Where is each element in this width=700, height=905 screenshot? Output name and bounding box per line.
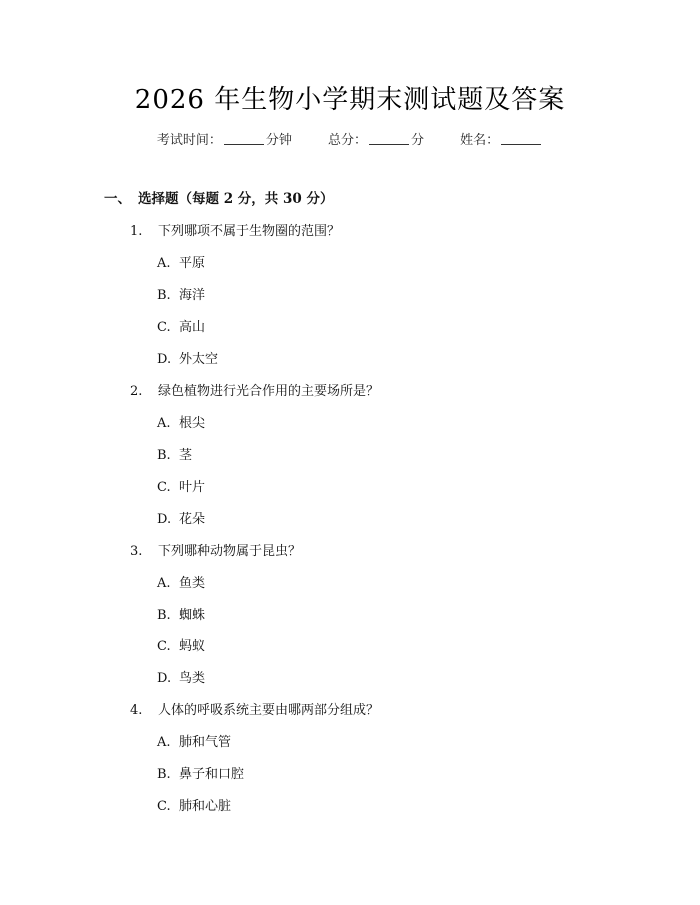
option-letter: A. xyxy=(157,416,171,431)
option-text: 平原 xyxy=(179,256,206,271)
question-text: 绿色植物进行光合作用的主要场所是？ xyxy=(158,384,380,399)
exam-time-blank xyxy=(224,130,264,145)
option-text: 花朵 xyxy=(179,512,206,527)
option-text: 叶片 xyxy=(179,480,206,495)
question-item xyxy=(130,700,379,722)
option-text: 根尖 xyxy=(179,416,206,431)
exam-time-unit: 分钟 xyxy=(265,133,292,148)
option-item xyxy=(157,605,205,627)
option-item xyxy=(157,573,205,595)
question-item xyxy=(130,541,301,563)
option-item xyxy=(157,477,205,499)
option-letter: C. xyxy=(157,799,171,814)
option-item xyxy=(157,317,205,339)
option-text: 茎 xyxy=(179,448,193,463)
question-text: 人体的呼吸系统主要由哪两部分组成？ xyxy=(158,703,380,718)
option-text: 蚂蚁 xyxy=(179,639,206,654)
exam-meta xyxy=(0,130,700,151)
total-score-label: 总分： xyxy=(327,133,367,148)
option-letter: B. xyxy=(157,767,171,782)
option-text: 肺和气管 xyxy=(179,735,232,750)
question-number: 3. xyxy=(130,544,143,559)
question-number: 1. xyxy=(130,224,143,239)
option-item xyxy=(157,636,205,658)
student-name xyxy=(460,133,543,148)
option-letter: B. xyxy=(157,448,171,463)
question-text: 下列哪项不属于生物圈的范围？ xyxy=(158,224,341,239)
question-item xyxy=(130,381,379,403)
option-item xyxy=(157,253,205,275)
option-text: 海洋 xyxy=(179,288,206,303)
option-text: 鱼类 xyxy=(179,576,206,591)
question-text: 下列哪种动物属于昆虫？ xyxy=(158,544,302,559)
option-text: 鼻子和口腔 xyxy=(179,767,245,782)
section-number: 一、 xyxy=(104,191,131,207)
total-score-blank xyxy=(369,130,409,145)
option-item xyxy=(157,509,205,531)
exam-time xyxy=(157,133,296,148)
option-letter: D. xyxy=(157,512,172,527)
option-letter: C. xyxy=(157,480,171,495)
total-score xyxy=(328,133,428,148)
option-letter: D. xyxy=(157,352,172,367)
exam-time-label: 考试时间： xyxy=(156,133,222,148)
option-letter: C. xyxy=(157,320,171,335)
option-item xyxy=(157,445,192,467)
option-text: 高山 xyxy=(179,320,206,335)
option-text: 鸟类 xyxy=(179,671,206,686)
total-score-unit: 分 xyxy=(411,133,425,148)
option-item xyxy=(157,413,205,435)
option-item xyxy=(157,349,218,371)
option-item xyxy=(157,668,205,690)
page-title: 2026 年生物小学期末测试题及答案 xyxy=(134,85,566,115)
question-item xyxy=(130,221,340,243)
option-letter: A. xyxy=(157,256,171,271)
option-letter: B. xyxy=(157,288,171,303)
option-item xyxy=(157,796,231,818)
section-label: 选择题（每题 2 分，共 30 分） xyxy=(138,191,334,207)
question-number: 4. xyxy=(130,703,143,718)
option-item xyxy=(157,285,205,307)
student-name-blank xyxy=(501,130,541,145)
question-number: 2. xyxy=(130,384,143,399)
option-letter: D. xyxy=(157,671,172,686)
option-text: 肺和心脏 xyxy=(179,799,232,814)
option-text: 蜘蛛 xyxy=(179,608,206,623)
student-name-label: 姓名： xyxy=(460,133,500,148)
option-letter: B. xyxy=(157,608,171,623)
option-letter: C. xyxy=(157,639,171,654)
section-heading xyxy=(104,188,333,210)
option-letter: A. xyxy=(157,576,171,591)
option-item xyxy=(157,764,244,786)
option-letter: A. xyxy=(157,735,171,750)
option-text: 外太空 xyxy=(179,352,219,367)
option-item xyxy=(157,732,231,754)
